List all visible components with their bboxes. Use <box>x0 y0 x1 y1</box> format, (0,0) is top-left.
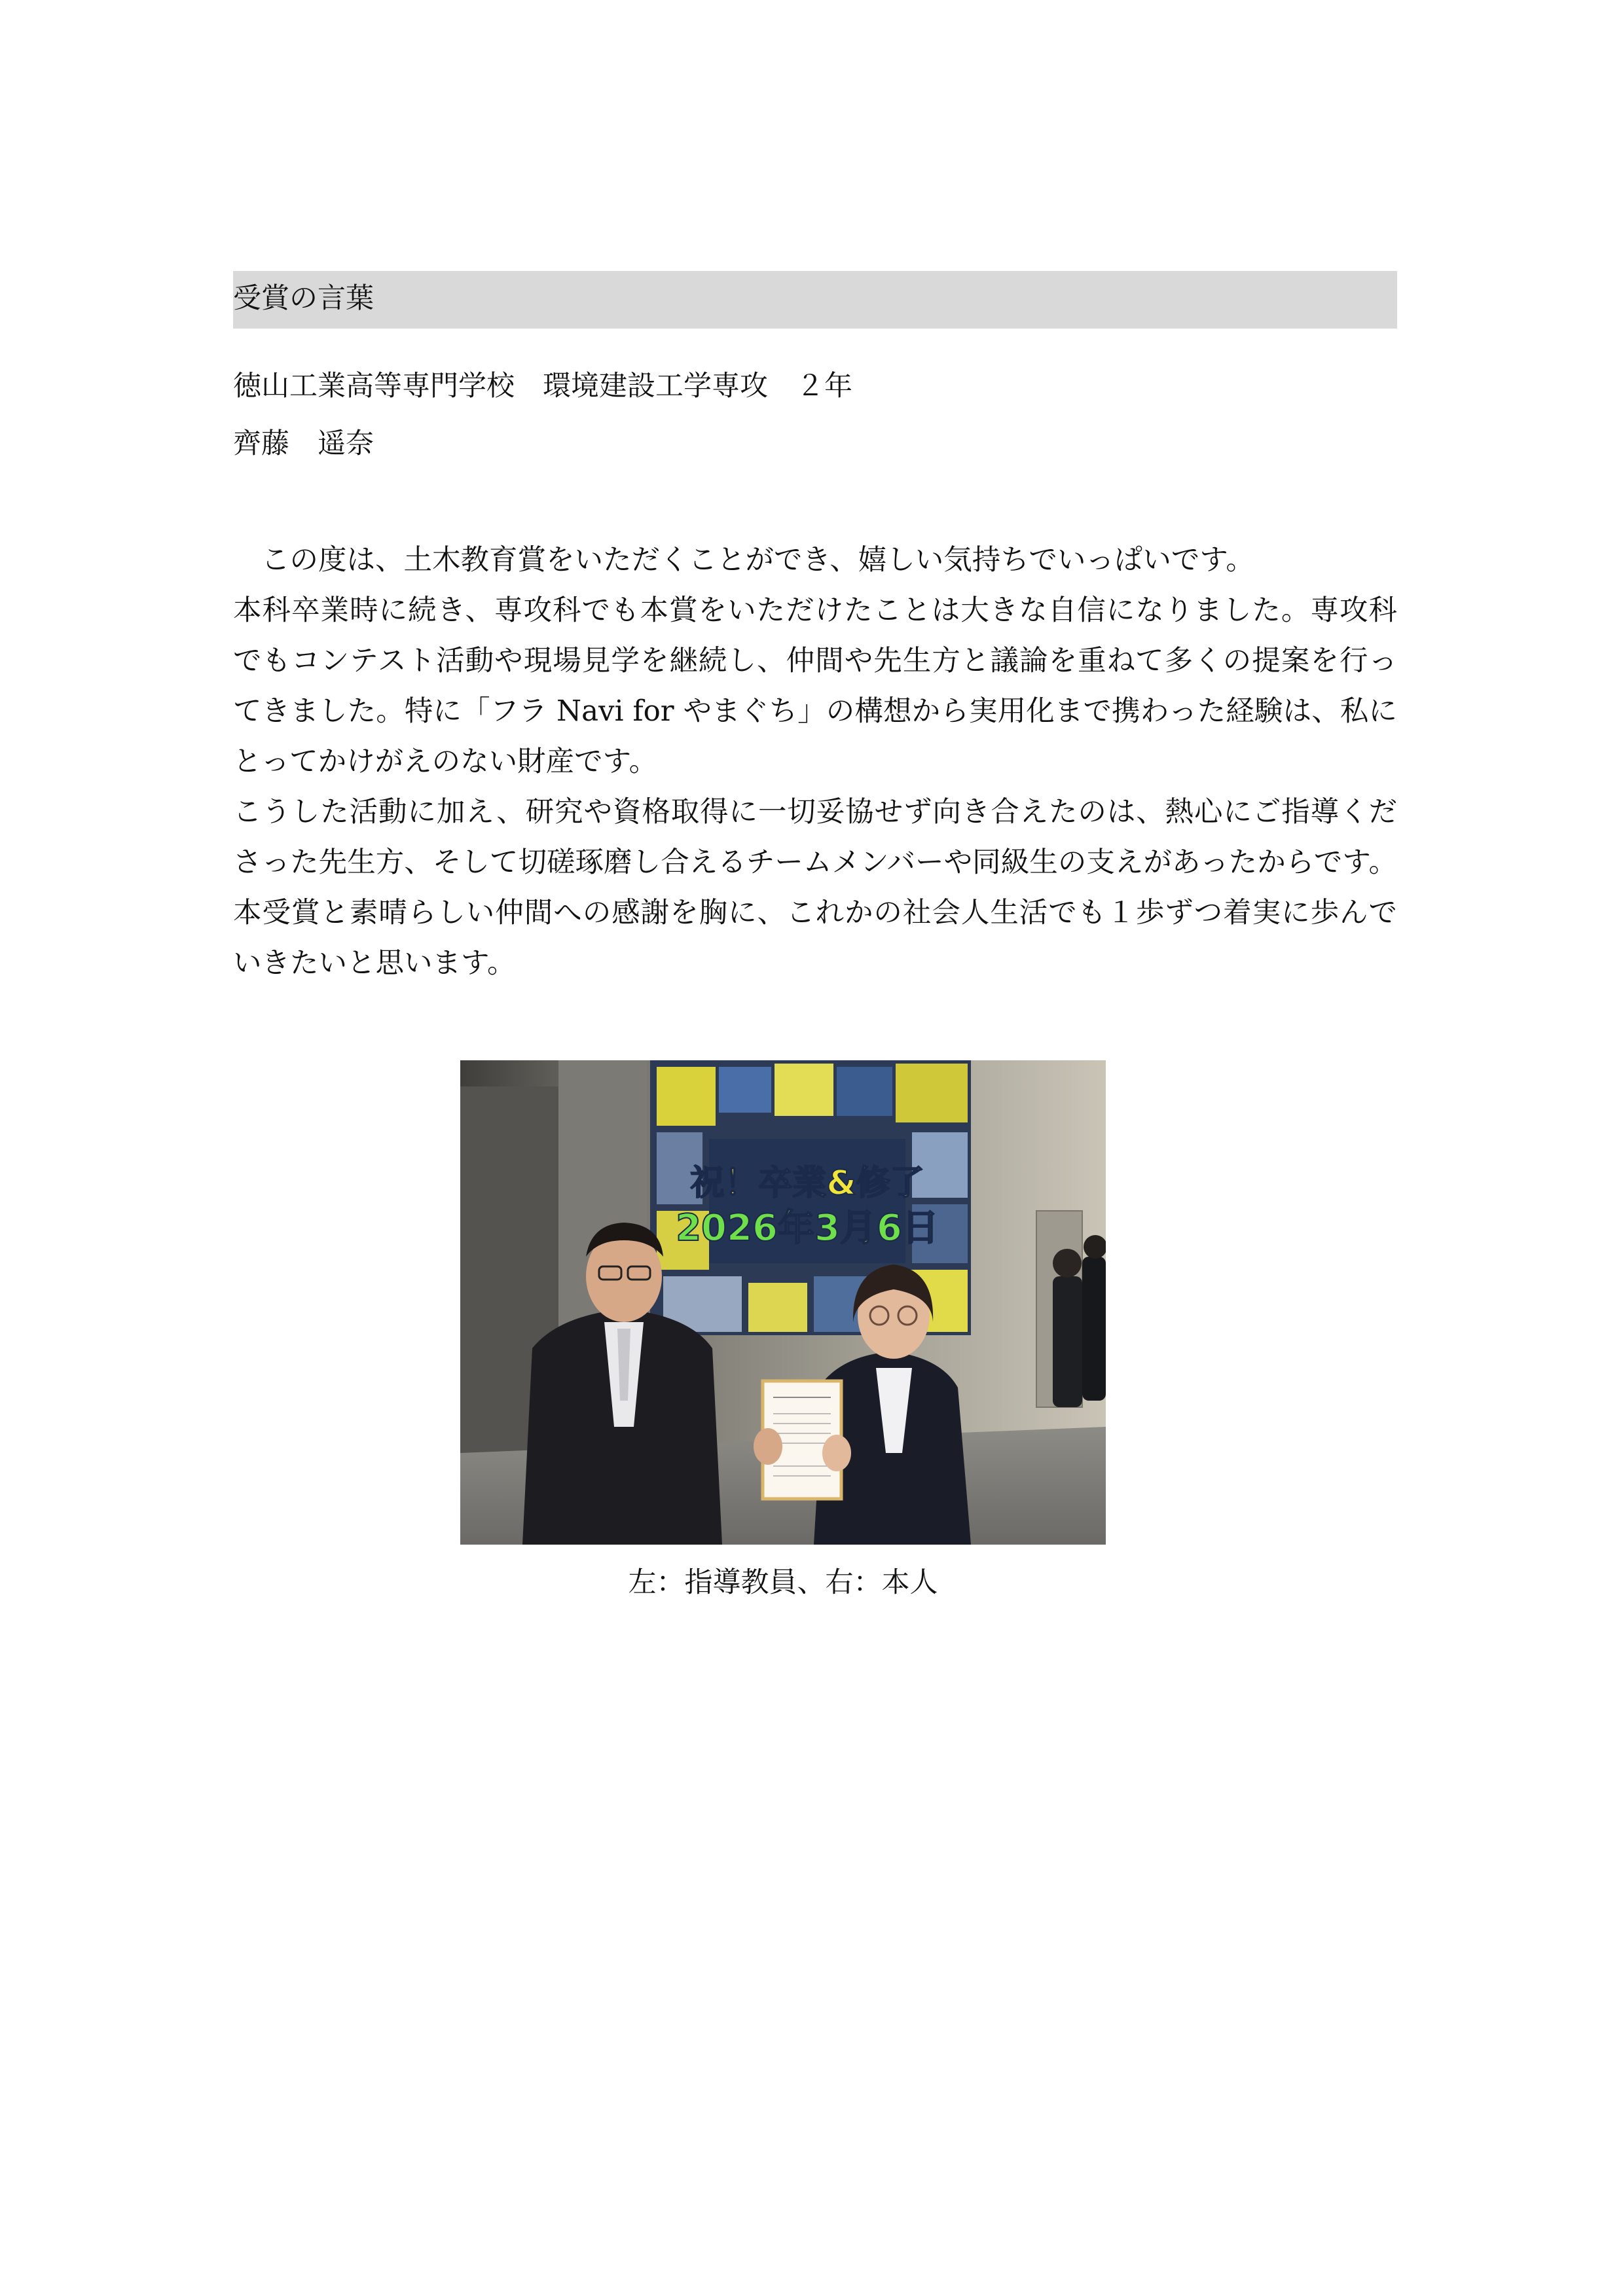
section-title: 受賞の言葉 <box>233 282 374 315</box>
paragraph-2: 本科卒業時に続き、専攻科でも本賞をいただけたことは大きな自信になりました。専攻科でもコンテスト活動や現場見学を継続し、仲間や先生方と議論を重ねて多くの提案を行ってきました。特に「フラ Navi for やまぐち」の構想から実用化まで携わった経験は、私にとってかけがえのない財産です。 <box>233 594 1397 778</box>
award-photo <box>460 1060 1106 1545</box>
author-name: 齊藤 遥奈 <box>233 427 374 460</box>
body-text <box>233 535 1397 989</box>
screen-text-line2: 2026年3月6日 <box>676 1207 939 1249</box>
photo-caption: 左：指導教員、右：本人 <box>628 1566 938 1599</box>
screen-text-line1: 祝！卒業&修了 <box>690 1164 924 1203</box>
section-header <box>233 271 1397 329</box>
author-affiliation: 徳山工業高等専門学校 環境建設工学専攻 ２年 <box>233 370 852 403</box>
award-photo-illustration <box>460 1060 1106 1545</box>
paragraph-1: この度は、土木教育賞をいただくことができ、嬉しい気持ちでいっぱいです。 <box>261 544 1254 577</box>
paragraph-3: こうした活動に加え、研究や資格取得に一切妥協せず向き合えたのは、熱心にご指導くださった先生方、そして切磋琢磨し合えるチームメンバーや同級生の支えがあったからです。本受賞と素晴らしい仲間への感謝を胸に、これかの社会人生活でも１歩ずつ着実に歩んでいきたいと思います。 <box>233 796 1397 980</box>
